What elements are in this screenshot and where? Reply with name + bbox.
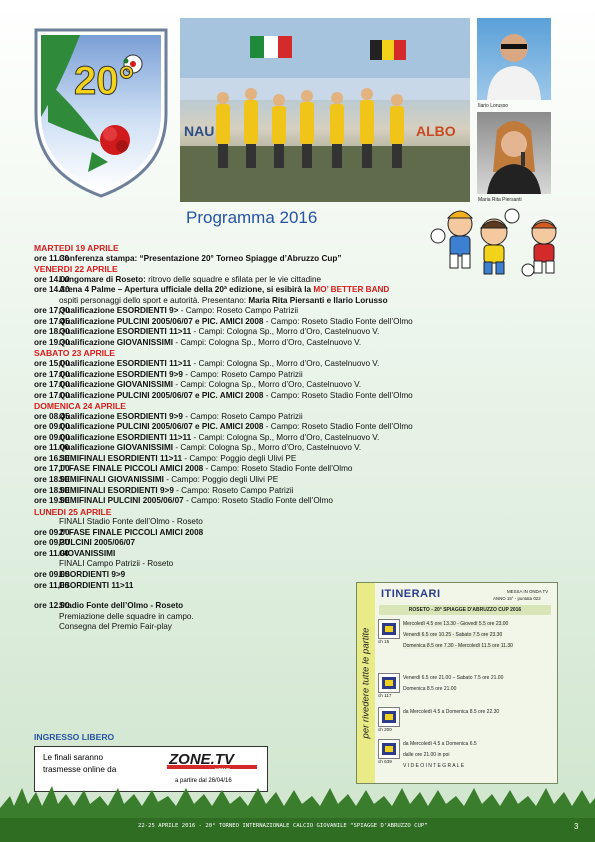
stage-banner-left: NAU (184, 123, 215, 139)
event-description (59, 475, 278, 486)
event-time: ore 18.00 (34, 485, 70, 495)
event-description (59, 433, 379, 444)
schedule-row (34, 538, 564, 549)
broadcast-slot: Venerdì 6.5 ore 21.00 – Sabato 7.5 ore 21.00 (403, 675, 504, 681)
event-time: ore 19.30 (34, 337, 70, 347)
event-description (59, 570, 125, 581)
event-text: - Campo: Roseto Campo Patrizii (182, 369, 303, 379)
event-text: ritrovo delle squadre e sfilata per le vie cittadine (145, 274, 322, 284)
event-text: Qualificazione ESORDIENTI 9>9 (59, 369, 183, 379)
event-time: ore 17.00 (34, 369, 70, 379)
channel-number: ch 639 (378, 759, 392, 764)
broadcast-slot: dalle ore 21.00 in poi (403, 752, 450, 758)
schedule-row (34, 317, 564, 328)
schedule-row (34, 549, 564, 560)
broadcast-slot: V I D E O I N T E G R A L E (403, 763, 465, 769)
rewatch-side-banner (357, 583, 375, 783)
event-text: - Campo: Roseto Stadio Fonte dell’Olmo (203, 464, 353, 474)
event-description (59, 486, 294, 497)
broadcast-slot: Mercoledì 4.5 ore 13.30 - Giovedì 5.5 ore 23.00 (403, 621, 509, 627)
event-description (59, 422, 413, 433)
schedule-row (34, 275, 564, 286)
event-text: Qualificazione GIOVANISSIMI (59, 443, 174, 453)
episode-label: ANNO 15° - puntata 022 (493, 596, 541, 601)
zone-tv-logo (167, 749, 263, 773)
broadcast-slot: da Mercoledì 4.5 a Domenica 6.5 (403, 741, 477, 747)
zone-tv-logo-text: ZONE.TV (169, 751, 235, 768)
schedule-row (34, 327, 564, 338)
event-text: PULCINI 2005/06/07 (59, 538, 136, 548)
event-time: ore 09.00 (34, 432, 70, 442)
crowd-grass-silhouette (0, 778, 595, 842)
event-description (59, 327, 379, 338)
event-description (59, 306, 298, 317)
event-text: SEMIFINALI PULCINI 2005/06/07 (59, 496, 184, 506)
event-description (59, 601, 183, 612)
event-time (34, 517, 59, 528)
event-text: - Campo: Roseto Campo Patrizii (173, 485, 294, 495)
page-number: 3 (574, 822, 579, 831)
event-description (59, 612, 194, 623)
event-description (59, 443, 361, 454)
stream-line-2: trasmesse online da (43, 765, 117, 774)
event-text: ESORDIENTI 11>11 (59, 580, 134, 590)
schedule-row (34, 528, 564, 539)
event-time: ore 18.00 (34, 475, 70, 485)
event-time: ore 15,00 (34, 359, 70, 369)
event-text: ospiti personaggi dello sport e autorità. Presentano: (59, 295, 249, 305)
event-time: ore 11.00 (34, 443, 70, 453)
channel-logo (378, 739, 400, 759)
event-text: - Campo: Roseto Stadio Fonte dell’Olmo (263, 390, 413, 400)
event-description (59, 622, 172, 633)
event-time (34, 559, 59, 570)
event-text: Qualificazione ESORDIENTI 11>11 (59, 432, 192, 442)
event-text: ESORDIENTI 9>9 (59, 569, 126, 579)
event-text: - Campi: Cologna Sp., Morro d’Oro, Castelnuovo V. (191, 432, 380, 442)
event-text: - Campi: Cologna Sp., Morro d’Oro, Castelnuovo V. (173, 443, 362, 453)
event-description (59, 528, 203, 539)
event-text: FINALI Campo Patrizii - Roseto (59, 559, 174, 569)
event-text: GIOVANISSIMI (59, 548, 116, 558)
caption-maria-rita-piersanti: Maria Rita Piersanti (478, 197, 522, 203)
event-time: ore 14.00 (34, 274, 70, 284)
event-text: Qualificazione GIOVANISSIMI (59, 337, 174, 347)
schedule-row (34, 496, 564, 507)
event-time: ore 17,00 (34, 464, 70, 474)
day-heading: MARTEDI 19 APRILE (34, 243, 119, 253)
event-text: Stadio Fonte dell’Olmo - Roseto (59, 601, 184, 611)
event-text: - Campo: Roseto Stadio Fonte dell’Olmo (263, 422, 413, 432)
channel-number: ch 200 (378, 727, 392, 732)
event-time: ore 19.00 (34, 496, 70, 506)
event-text: - Campo: Poggio degli Ulivi PE (182, 453, 297, 463)
event-description (59, 391, 413, 402)
event-text: Qualificazione PULCINI 2005/06/07 e PIC. AMICI 2008 (59, 316, 264, 326)
schedule-row (34, 486, 564, 497)
event-text: MO’ BETTER BAND (313, 285, 390, 295)
event-time (34, 612, 59, 623)
event-time (34, 296, 59, 307)
event-description (59, 412, 303, 423)
schedule-row (34, 306, 564, 317)
schedule-row (34, 422, 564, 433)
band-stage-photo (180, 18, 470, 202)
schedule-row (34, 412, 564, 423)
event-text: Consegna del Premio Fair-play (59, 622, 172, 632)
event-time: ore 16.30 (34, 453, 70, 463)
event-schedule (34, 243, 564, 633)
event-time: ore 17.00 (34, 380, 70, 390)
schedule-row (34, 443, 564, 454)
event-description (59, 275, 321, 286)
schedule-row (34, 570, 564, 581)
info-banner: ROSETO - 20° SPIAGGE D’ABRUZZO CUP 2016 (379, 605, 551, 615)
event-time: ore 09.00 (34, 569, 70, 579)
event-text: Qualificazione PULCINI 2005/06/07 e PIC. AMICI 2008 (59, 422, 264, 432)
stream-line-1: Le finali saranno (43, 753, 104, 762)
event-description (59, 317, 413, 328)
broadcast-slot: da Mercoledì 4.5 a Domenica 8.5 ore 22.30 (403, 709, 500, 715)
event-text: - Campi: Cologna Sp., Morro d’Oro, Castelnuovo V. (173, 337, 362, 347)
event-time: ore 17.00 (34, 390, 70, 400)
event-text: - Campo: Roseto Campo Patrizii (182, 411, 303, 421)
schedule-row (34, 296, 564, 307)
rewatch-text: per rivedere tutte le partite (360, 627, 372, 739)
schedule-row (34, 433, 564, 444)
event-time: ore 11.30 (34, 253, 70, 263)
broadcast-slot: Venerdì 6.5 ore 10.25 - Sabato 7.5 ore 23.30 (403, 632, 503, 638)
event-text: Conferenza stampa: “Presentazione 20° Torneo Spiagge d’Abruzzo Cup” (59, 253, 342, 263)
anniversary-badge-text: 20° (74, 59, 135, 103)
event-description (59, 454, 296, 465)
schedule-row (34, 454, 564, 465)
event-description (59, 296, 388, 307)
event-description (59, 538, 135, 549)
event-description (59, 549, 115, 560)
stream-start-date: a partire dal 26/04/16 (175, 778, 232, 784)
event-text: SEMIFINALI GIOVANISSIMI (59, 475, 164, 485)
event-text: 1ª FASE FINALE PICCOLI AMICI 2008 (59, 464, 204, 474)
event-text: - Campo: Roseto Stadio Fonte dell’Olmo (183, 496, 333, 506)
event-description (59, 464, 352, 475)
stage-banner-right: ALBO (416, 123, 456, 139)
event-text: - Campo: Roseto Stadio Fonte dell’Olmo (263, 316, 413, 326)
broadcast-slot: Domenica 8.5 ore 7.30 - Mercoledì 11.5 ore 11.30 (403, 643, 513, 649)
caption-ilario-lorusso: Ilario Lorusso (478, 103, 509, 109)
event-time: ore 12.00 (34, 601, 70, 611)
event-text: Arena 4 Palme – Apertura ufficiale della 20ª edizione, si esibirà la (59, 285, 314, 295)
schedule-row (34, 254, 564, 265)
event-time: ore 09,30 (34, 538, 70, 548)
event-time: ore 14.30 (34, 285, 70, 295)
day-heading: LUNEDI 25 APRILE (34, 506, 112, 517)
schedule-row (34, 285, 564, 296)
event-description (59, 496, 333, 507)
event-text: - Campo: Roseto Campo Patrizii (178, 306, 299, 316)
event-time (34, 622, 59, 633)
channel-number: ch 117 (378, 693, 392, 698)
event-text: - Campi: Cologna Sp., Morro d’Oro, Castelnuovo V. (191, 359, 380, 369)
event-description (59, 517, 203, 528)
event-time: ore 18.30 (34, 327, 70, 337)
event-text: Qualificazione ESORDIENTI 11>11 (59, 327, 192, 337)
event-text: SEMIFINALI ESORDIENTI 9>9 (59, 485, 174, 495)
event-text: Qualificazione ESORDIENTI 9> (59, 306, 179, 316)
event-description (59, 254, 341, 265)
event-text: - Campi: Cologna Sp., Morro d’Oro, Castelnuovo V. (173, 380, 362, 390)
maria-rita-piersanti-photo (477, 112, 551, 194)
event-text: Maria Rita Piersanti e Ilario Lorusso (248, 295, 388, 305)
itinerari-logo: ITINERARI (381, 588, 441, 600)
broadcast-label: MESSA IN ONDA TV (507, 589, 549, 594)
event-time: ore 09.00 (34, 527, 70, 537)
schedule-row (34, 338, 564, 349)
schedule-row (34, 475, 564, 486)
event-text: Lungomare di Roseto: (59, 274, 146, 284)
event-text: Qualificazione GIOVANISSIMI (59, 380, 174, 390)
event-description (59, 581, 133, 592)
event-text: Qualificazione ESORDIENTI 9>9 (59, 411, 183, 421)
event-time: ore 08.45 (34, 411, 70, 421)
anniversary-shield-logo (30, 22, 172, 200)
channel-logo (378, 673, 400, 693)
event-text: Qualificazione ESORDIENTI 11>11 (59, 359, 192, 369)
ilario-lorusso-photo (477, 18, 551, 100)
event-time: ore 17.45 (34, 316, 70, 326)
event-text: FINALI Stadio Fonte dell’Olmo - Roseto (59, 517, 203, 527)
event-text: Qualificazione PULCINI 2005/06/07 e PIC. AMICI 2008 (59, 390, 264, 400)
schedule-row (34, 517, 564, 528)
page-title: Programma 2016 (186, 208, 318, 227)
schedule-row (34, 370, 564, 381)
event-time: ore 11.00 (34, 548, 70, 558)
event-text: 2ª FASE FINALE PICCOLI AMICI 2008 (59, 527, 204, 537)
day-heading: SABATO 23 APRILE (34, 348, 116, 359)
event-time: ore 11,00 (34, 580, 70, 590)
schedule-row (34, 359, 564, 370)
event-text: SEMIFINALI ESORDIENTI 11>11 (59, 453, 183, 463)
footer-text: 22-25 APRILE 2016 - 20° TORNEO INTERNAZIONALE CALCIO GIOVANILE “SPIAGGE D’ABRUZZO CUP” (138, 823, 428, 829)
event-time: ore 09.00 (34, 422, 70, 432)
free-entry-label: INGRESSO LIBERO (34, 732, 115, 742)
event-description (59, 370, 303, 381)
event-description (59, 359, 379, 370)
schedule-row (34, 559, 564, 570)
broadcast-slot: Domenica 8.5 ore 21.00 (403, 686, 457, 692)
event-description (59, 285, 389, 296)
channel-logo (378, 707, 400, 727)
channel-logo (378, 619, 400, 639)
event-description (59, 338, 361, 349)
event-description (59, 380, 361, 391)
schedule-row (34, 464, 564, 475)
event-text: Premiazione delle squadre in campo. (59, 611, 194, 621)
channel-number: ch 15 (378, 639, 390, 644)
event-text: - Campi: Cologna Sp., Morro d’Oro, Castelnuovo V. (191, 327, 380, 337)
event-description (59, 559, 173, 570)
event-text: - Campo: Poggio degli Ulivi PE (163, 475, 279, 485)
tv-broadcast-box (356, 582, 558, 784)
zone-tv-logo-sub: NEWS (215, 768, 230, 773)
event-time: ore 17,30 (34, 306, 70, 316)
day-heading: DOMENICA 24 APRILE (34, 401, 126, 412)
schedule-row (34, 391, 564, 402)
schedule-row (34, 380, 564, 391)
day-heading: VENERDI 22 APRILE (34, 264, 118, 275)
